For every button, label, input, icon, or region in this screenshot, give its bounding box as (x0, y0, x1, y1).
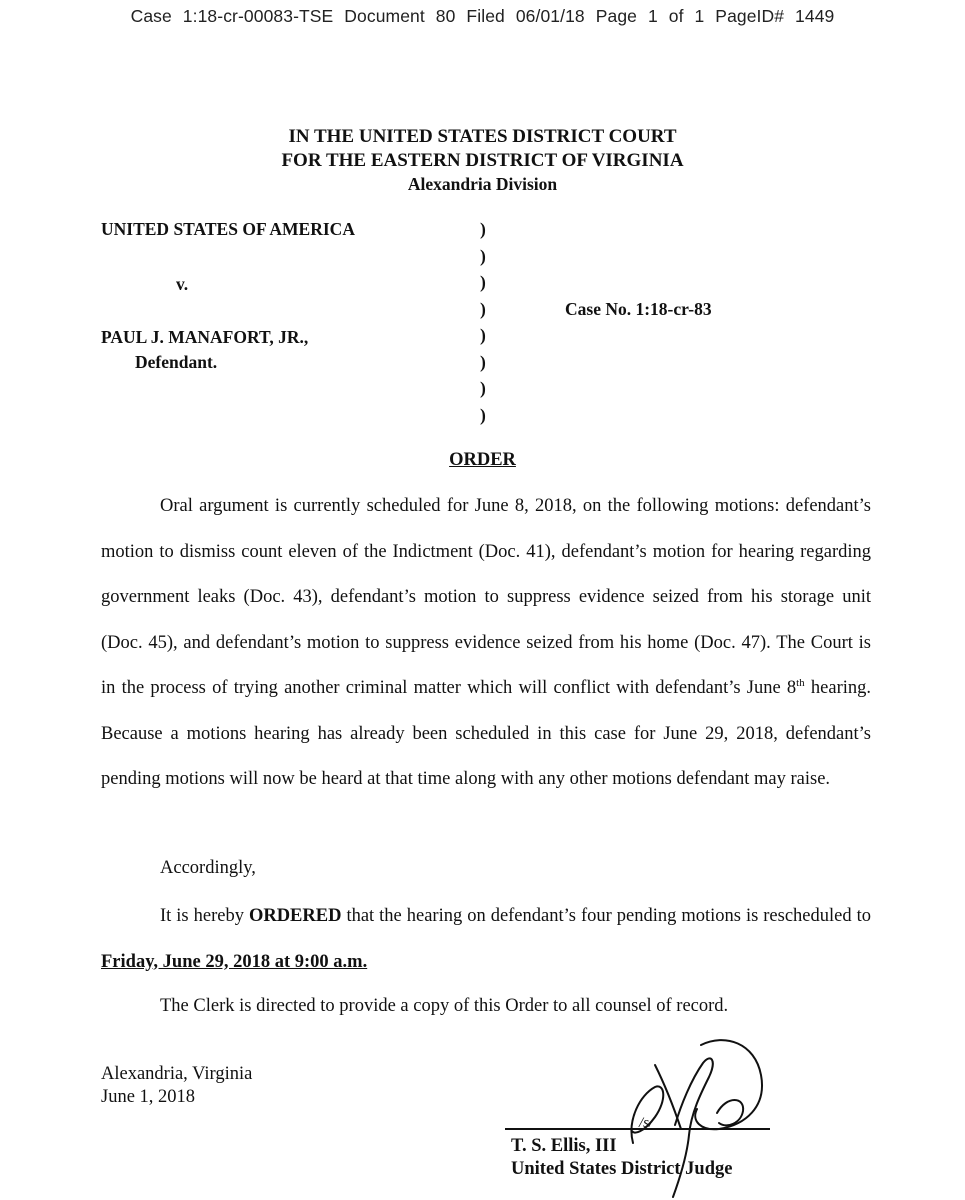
signing-city: Alexandria, Virginia (101, 1064, 253, 1084)
paragraph-ordered (101, 894, 871, 985)
superscript-th: th (796, 676, 805, 689)
caption-paren: ) (480, 245, 486, 266)
order-directive (101, 894, 871, 985)
caption-paren: ) (480, 404, 486, 425)
caption-paren: ) (480, 298, 486, 319)
court-division-line: Alexandria Division (407, 174, 558, 194)
paragraph-text-part: Oral argument is currently scheduled for June 8, 2018, on the following motions: defendant’s motion to dismiss count eleven of the Indictment (Doc. 41), defendant’s motion for hearing regarding government leaks (Doc. 43), defendant’s motion to suppress evidence seized from his storage unit (Doc. 45), and defendant’s motion to suppress evidence seized from his home (Doc. 47). The Court is in the process of trying another criminal matter which will conflict with defendant’s June 8 (101, 496, 871, 698)
ordered-keyword: ORDERED (248, 906, 342, 926)
signature-mark: /s/ (639, 1115, 654, 1131)
case-number: Case No. 1:18-cr-83 (565, 299, 712, 319)
accordingly-line: Accordingly, (160, 858, 256, 878)
paragraph-text-part: It is hereby (160, 906, 249, 926)
caption-paren: ) (480, 351, 486, 372)
ecf-file-header: Case 1:18-cr-00083-TSE Document 80 Filed 06/01/18 Page 1 of 1 PageID# 1449 (130, 6, 835, 26)
paragraph-oral-argument (101, 484, 871, 803)
caption-paren: ) (480, 378, 486, 398)
caption-paren: ) (480, 219, 486, 239)
order-body (101, 484, 871, 803)
caption-paren: ) (480, 325, 486, 345)
plaintiff-name: UNITED STATES OF AMERICA (101, 219, 355, 239)
judge-name: T. S. Ellis, III (511, 1136, 617, 1156)
court-name-line: IN THE UNITED STATES DISTRICT COURT (288, 126, 677, 147)
signing-date: June 1, 2018 (101, 1087, 196, 1107)
signature-block (505, 1025, 805, 1200)
defendant-name: PAUL J. MANAFORT, JR., (101, 327, 309, 347)
signature-line (505, 1128, 770, 1130)
paragraph-text-part: hearing. Because a motions hearing has already been scheduled in this case for June 29, 2018, defendant’s pending motions will now be heard at that time along with any other motions defendant may raise. (101, 678, 871, 789)
clerk-directive: The Clerk is directed to provide a copy of this Order to all counsel of record. (160, 996, 729, 1016)
defendant-role: Defendant. (135, 352, 218, 372)
place-and-date (101, 1063, 252, 1109)
versus-label: v. (176, 274, 189, 294)
caption-paren-column (480, 216, 492, 428)
order-title: ORDER (449, 450, 516, 470)
court-district-line: FOR THE EASTERN DISTRICT OF VIRGINIA (281, 150, 684, 171)
case-caption (0, 0, 965, 440)
hearing-date: Friday, June 29, 2018 at 9:00 a.m. (101, 951, 368, 972)
paragraph-text-part: that the hearing on defendant’s four pending motions is rescheduled to (341, 906, 871, 926)
judge-title: United States District Judge (511, 1159, 733, 1179)
judge-block (511, 1135, 732, 1181)
caption-paren: ) (480, 272, 486, 292)
